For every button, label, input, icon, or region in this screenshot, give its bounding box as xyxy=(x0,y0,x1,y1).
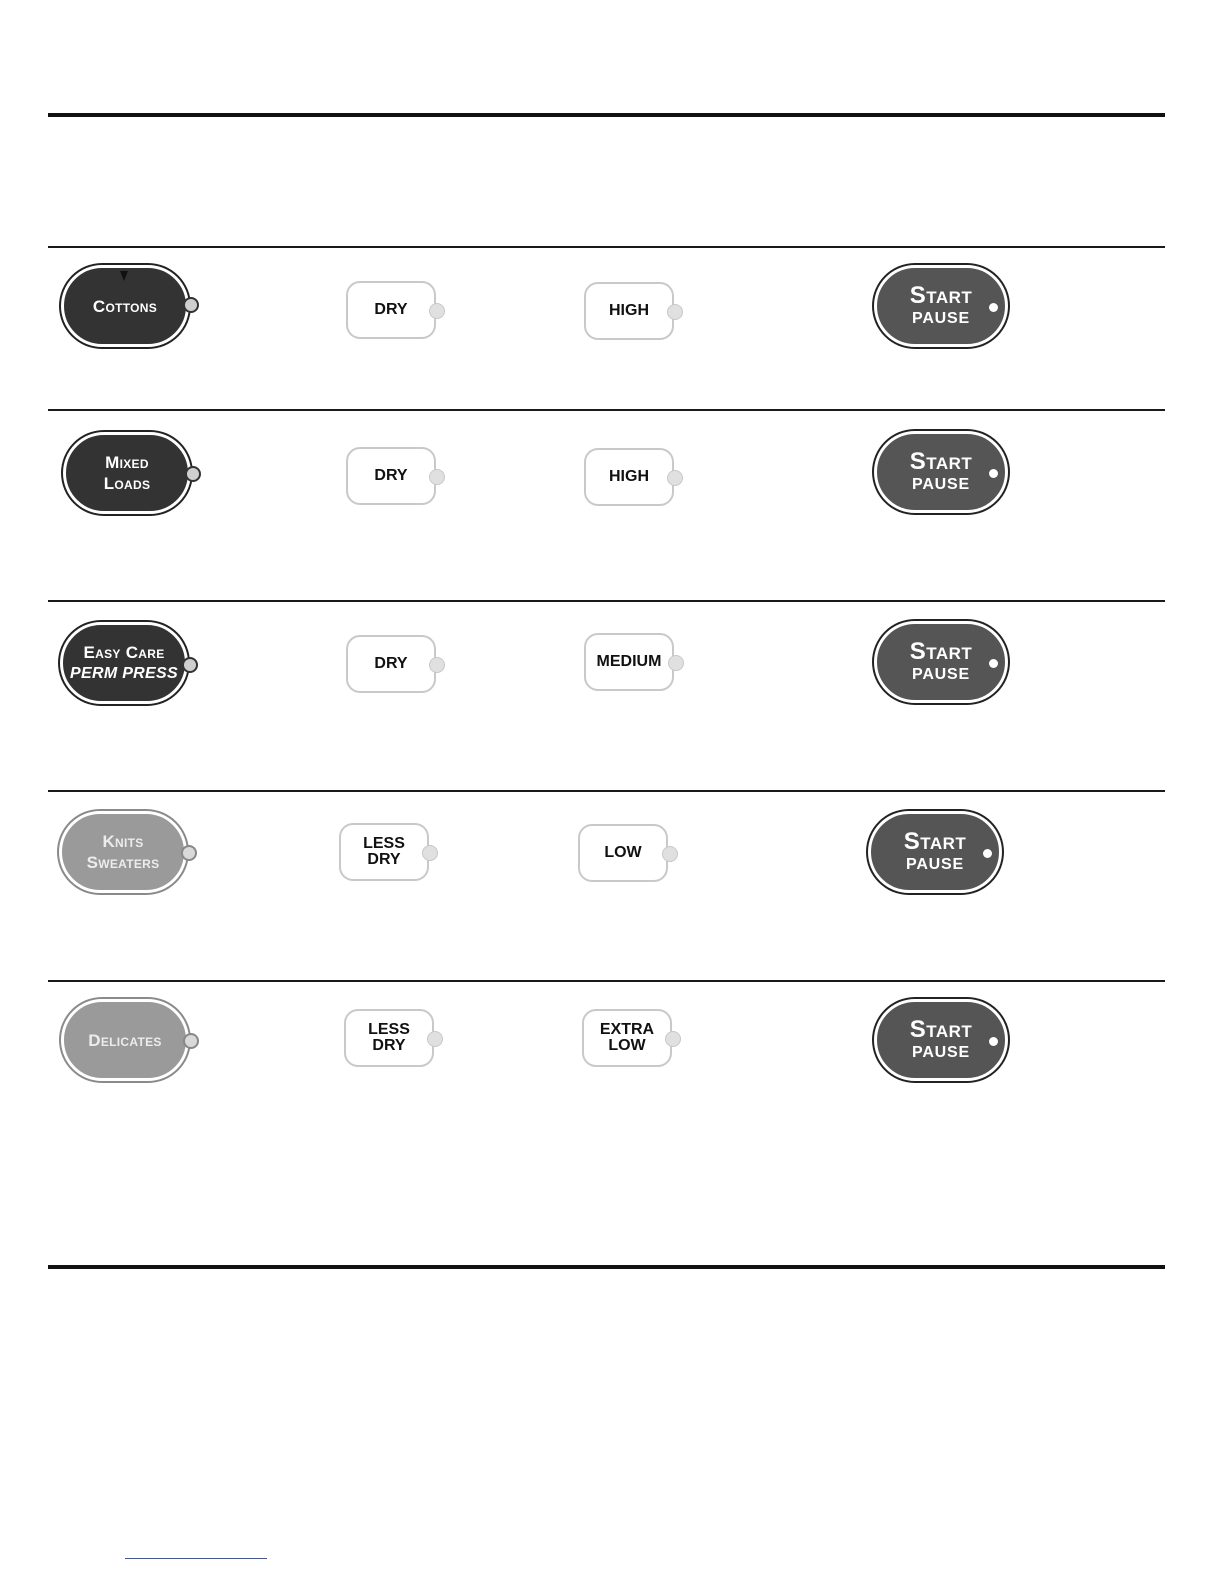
temperature-label: MEDIUM xyxy=(596,653,662,670)
start-label: Start xyxy=(909,1016,973,1043)
cycle-label-line-2: PERM PRESS xyxy=(70,665,178,682)
cycle-button-cottons[interactable] xyxy=(61,265,189,347)
temperature-button[interactable] xyxy=(584,633,674,691)
cycle-indicator-light xyxy=(183,1033,199,1049)
temperature-button[interactable] xyxy=(578,824,668,882)
cycle-label-line-1: Mixed xyxy=(105,453,149,472)
cycle-indicator-light xyxy=(185,466,201,482)
pause-label: PAUSE xyxy=(906,856,964,873)
start-indicator-light xyxy=(989,659,998,668)
temperature-indicator-light xyxy=(665,1031,681,1047)
start-pause-button[interactable] xyxy=(874,621,1008,703)
pause-label: PAUSE xyxy=(912,666,970,683)
dryness-button[interactable] xyxy=(344,1009,434,1067)
footer-link-underline[interactable] xyxy=(125,1558,267,1559)
cycle-row-easy-care xyxy=(0,618,1224,718)
dryness-label: DRY xyxy=(374,655,408,672)
cycle-label-line-2: Sweaters xyxy=(86,853,160,872)
cycle-label-line-2: Loads xyxy=(103,474,151,493)
temperature-indicator-light xyxy=(662,846,678,862)
dryness-button[interactable] xyxy=(346,281,436,339)
cycle-indicator-light xyxy=(182,657,198,673)
cycle-label: Delicates xyxy=(88,1030,162,1050)
dryness-label-line-1: LESS xyxy=(363,835,405,852)
row-divider xyxy=(48,600,1165,602)
dryness-label: DRY xyxy=(374,467,408,484)
start-label: Start xyxy=(909,282,973,309)
start-indicator-light xyxy=(989,469,998,478)
cycle-button-knits-sweaters[interactable] xyxy=(59,811,187,893)
bottom-rule xyxy=(48,1265,1165,1269)
dryness-indicator-light xyxy=(429,469,445,485)
start-label: Start xyxy=(909,638,973,665)
start-pause-button[interactable] xyxy=(874,999,1008,1081)
start-label: Start xyxy=(909,448,973,475)
temperature-label: HIGH xyxy=(609,302,649,319)
temperature-label-line-2: LOW xyxy=(608,1037,646,1054)
dryness-button[interactable] xyxy=(346,635,436,693)
start-indicator-light xyxy=(989,303,998,312)
temperature-label-line-1: EXTRA xyxy=(599,1021,655,1038)
start-indicator-light xyxy=(989,1037,998,1046)
cycle-row-delicates xyxy=(0,996,1224,1096)
pause-label: PAUSE xyxy=(912,1044,970,1061)
dryness-button[interactable] xyxy=(339,823,429,881)
temperature-button[interactable] xyxy=(584,282,674,340)
temperature-indicator-light xyxy=(668,655,684,671)
cycle-button-delicates[interactable] xyxy=(61,999,189,1081)
cycle-label: Cottons xyxy=(92,296,158,316)
start-pause-button[interactable] xyxy=(874,431,1008,513)
cycle-indicator-light xyxy=(181,845,197,861)
cycle-button-easy-care-perm-press[interactable] xyxy=(60,622,188,704)
dryness-label: DRY xyxy=(374,301,408,318)
pause-label: PAUSE xyxy=(912,476,970,493)
dryness-label-line-2: DRY xyxy=(372,1037,406,1054)
temperature-label: LOW xyxy=(604,844,642,861)
dryness-indicator-light xyxy=(422,845,438,861)
cycle-row-mixed-loads xyxy=(0,428,1224,528)
dryness-label-line-2: DRY xyxy=(367,851,401,868)
cycle-button-mixed-loads[interactable] xyxy=(63,432,191,514)
dryness-button[interactable] xyxy=(346,447,436,505)
dryness-indicator-light xyxy=(429,657,445,673)
dryness-label-line-1: LESS xyxy=(368,1021,410,1038)
temperature-button[interactable] xyxy=(584,448,674,506)
temperature-indicator-light xyxy=(667,304,683,320)
cycle-label-line-1: Easy Care xyxy=(83,643,165,662)
cycle-indicator-light xyxy=(183,297,199,313)
pause-label: PAUSE xyxy=(912,310,970,327)
selection-marker-icon xyxy=(120,271,128,281)
temperature-button[interactable] xyxy=(582,1009,672,1067)
temperature-indicator-light xyxy=(667,470,683,486)
start-pause-button[interactable] xyxy=(868,811,1002,893)
row-divider xyxy=(48,790,1165,792)
cycle-row-knits-sweaters xyxy=(0,808,1224,908)
row-divider xyxy=(48,246,1165,248)
start-label: Start xyxy=(903,828,967,855)
row-divider xyxy=(48,980,1165,982)
top-rule xyxy=(48,113,1165,117)
dryness-indicator-light xyxy=(429,303,445,319)
cycle-label-line-1: Knits xyxy=(102,832,144,851)
start-pause-button[interactable] xyxy=(874,265,1008,347)
cycle-row-cottons xyxy=(0,262,1224,362)
start-indicator-light xyxy=(983,849,992,858)
dryness-indicator-light xyxy=(427,1031,443,1047)
temperature-label: HIGH xyxy=(609,468,649,485)
row-divider xyxy=(48,409,1165,411)
